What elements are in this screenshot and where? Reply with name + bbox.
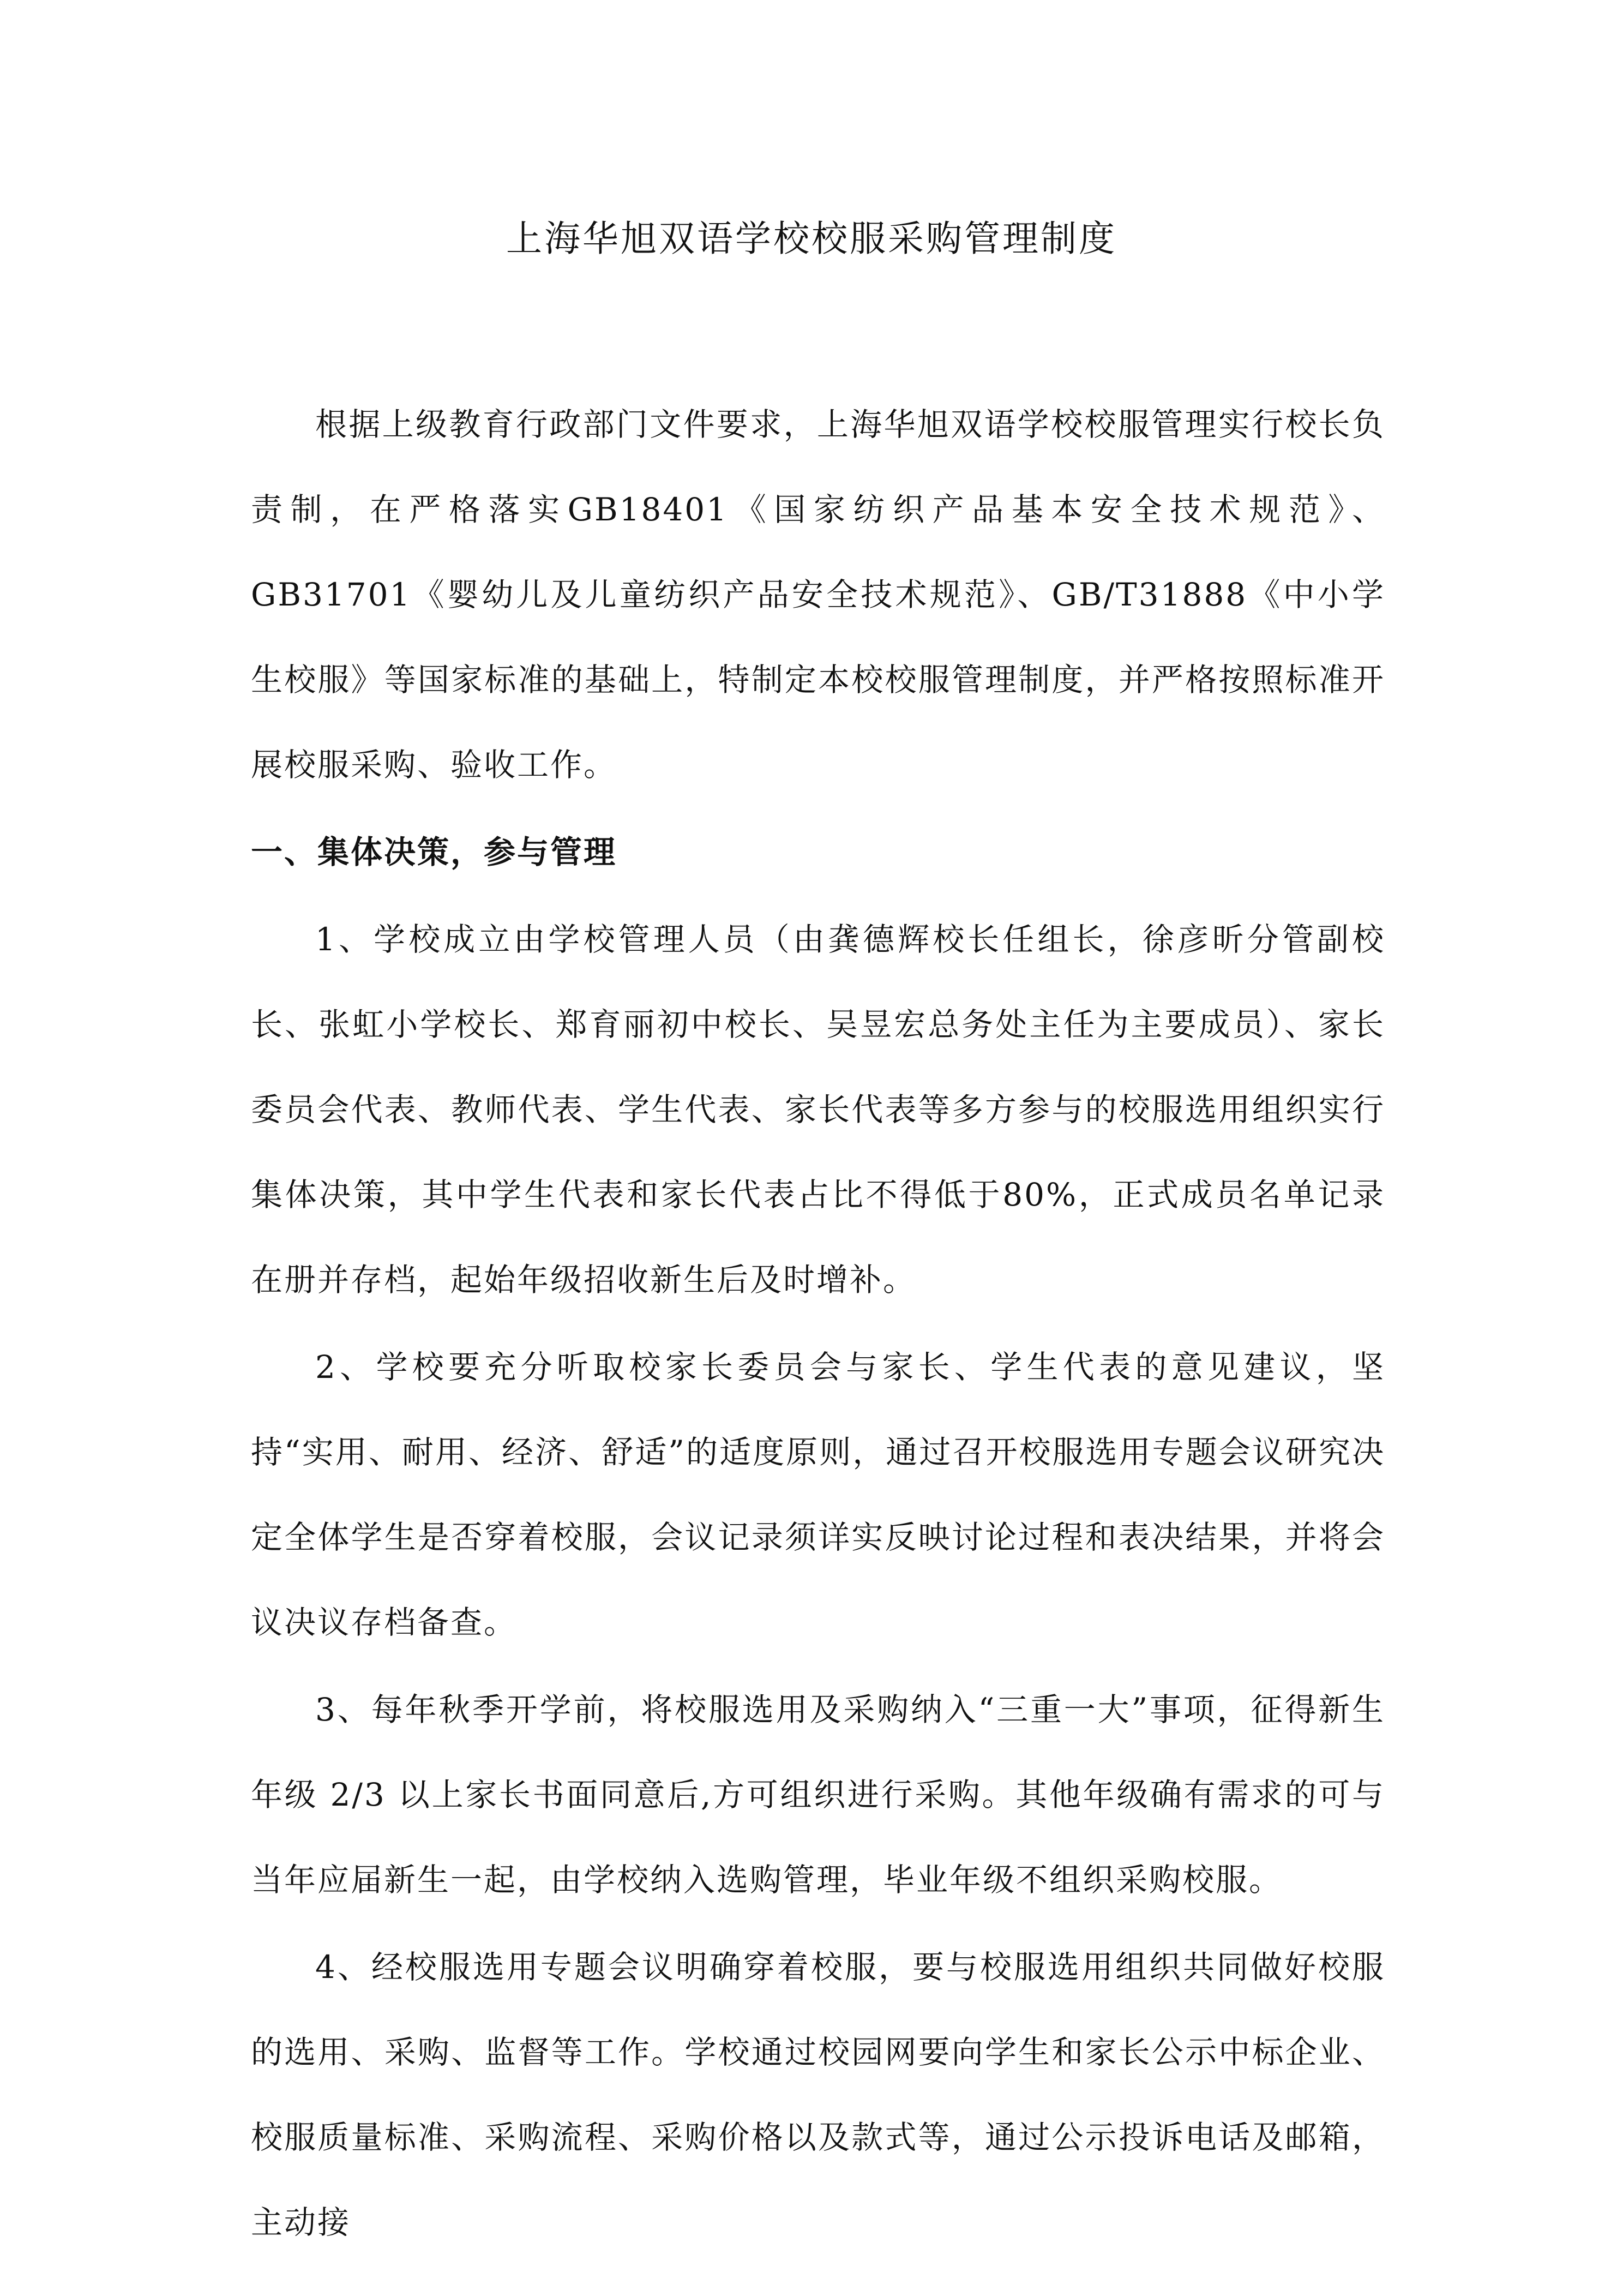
intro-paragraph: 根据上级教育行政部门文件要求，上海华旭双语学校校服管理实行校长负责制，在严格落实GB18401《国家纺织产品基本安全技术规范》、GB31701《婴幼儿及儿童纺织产品安全技术规范》、GB/T31888《中小学生校服》等国家标准的基础上，特制定本校校服管理制度，并严格按照标准开展校服采购、验收工作。 (251, 406, 1385, 783)
document-title: 上海华旭双语学校校服采购管理制度 (506, 218, 1117, 260)
section-heading: 一、集体决策，参与管理 (251, 834, 617, 871)
list-item: 3、每年秋季开学前，将校服选用及采购纳入“三重一大”事项，征得新生年级 2/3 以上家长书面同意后,方可组织进行采购。其他年级确有需求的可与当年应届新生一起，由学校纳入选购管理，毕业年级不组织采购校服。 (251, 1691, 1385, 1898)
document-body (251, 382, 1385, 2265)
list-item: 2、学校要充分听取校家长委员会与家长、学生代表的意见建议，坚持“实用、耐用、经济、舒适”的适度原则，通过召开校服选用专题会议研究决定全体学生是否穿着校服，会议记录须详实反映讨论过程和表决结果，并将会议决议存档备查。 (251, 1348, 1385, 1641)
list-item: 1、学校成立由学校管理人员（由龚德辉校长任组长，徐彦昕分管副校长、张虹小学校长、郑育丽初中校长、吴昱宏总务处主任为主要成员）、家长委员会代表、教师代表、学生代表、家长代表等多方参与的校服选用组织实行集体决策，其中学生代表和家长代表占比不得低于80%，正式成员名单记录在册并存档，起始年级招收新生后及时增补。 (251, 921, 1385, 1298)
list-item: 4、经校服选用专题会议明确穿着校服，要与校服选用组织共同做好校服的选用、采购、监督等工作。学校通过校园网要向学生和家长公示中标企业、校服质量标准、采购流程、采购价格以及款式等，通过公示投诉电话及邮箱，主动接 (251, 1949, 1385, 2241)
